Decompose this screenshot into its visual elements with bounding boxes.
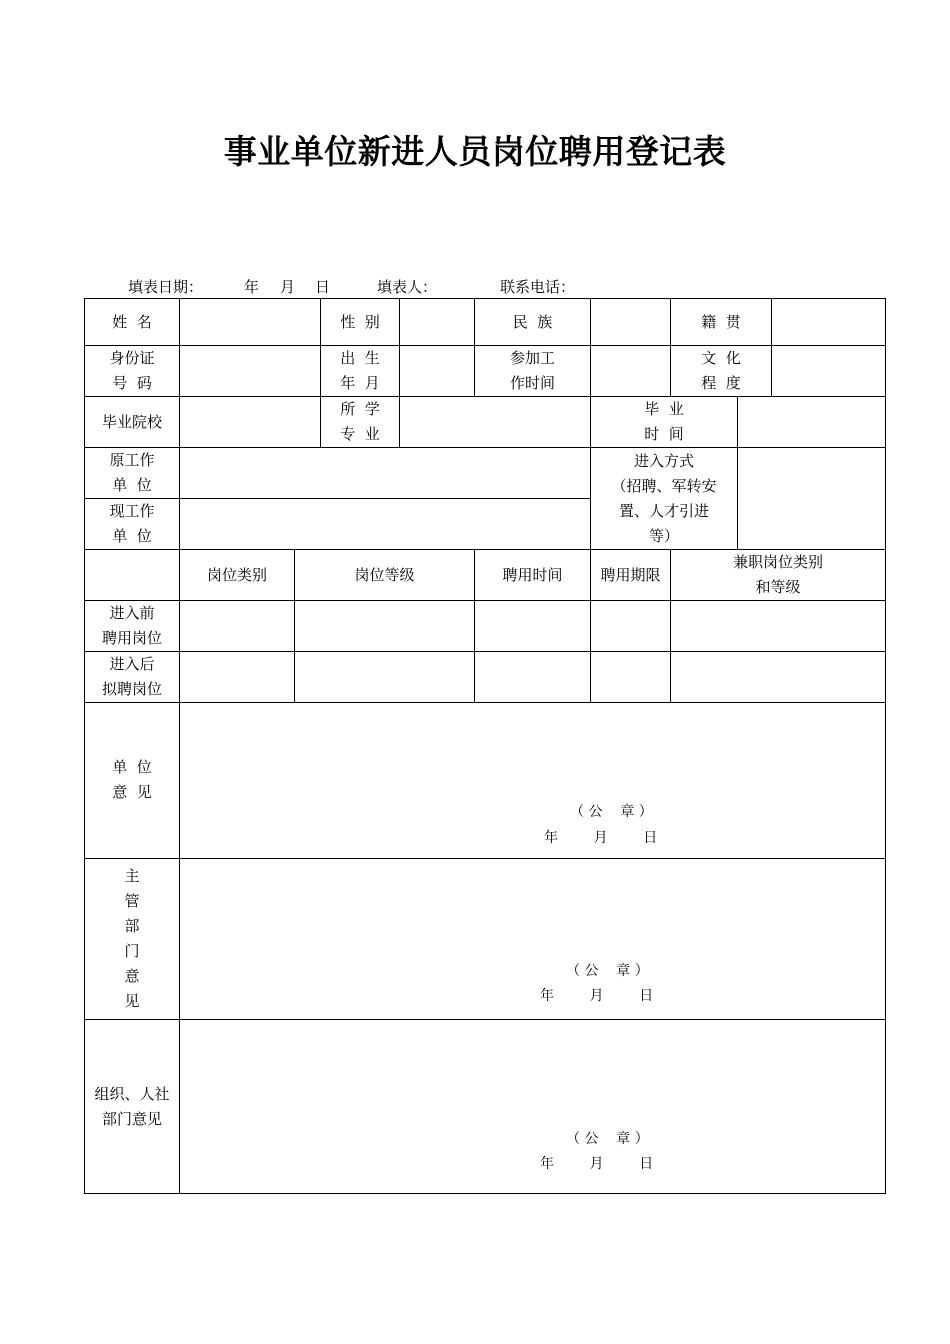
fill-date-day: 日	[315, 278, 331, 296]
before-part-time-field[interactable]	[671, 601, 886, 652]
dept-date-label: 年 月 日	[540, 988, 654, 1004]
unit-date-label: 年 月 日	[544, 830, 658, 846]
major-label: 所 学 专 业	[321, 397, 400, 448]
original-unit-field[interactable]	[180, 448, 591, 499]
work-start-label: 参加工 作时间	[475, 346, 591, 397]
work-start-field[interactable]	[591, 346, 671, 397]
form-title: 事业单位新进人员岗位聘用登记表	[223, 132, 727, 171]
gender-field[interactable]	[400, 299, 475, 346]
before-hire-term-field[interactable]	[591, 601, 671, 652]
org-opinion-label: 组织、人社 部门意见	[85, 1020, 180, 1194]
entry-method-field[interactable]	[738, 448, 886, 550]
dept-opinion-field[interactable]	[180, 859, 886, 1020]
id-number-label: 身份证 号 码	[85, 346, 180, 397]
id-number-field[interactable]	[180, 346, 321, 397]
org-opinion-field[interactable]	[180, 1020, 886, 1194]
registration-table	[84, 298, 886, 1194]
hire-time-header: 聘用时间	[475, 550, 591, 601]
fill-date-year: 年	[244, 278, 260, 296]
fill-date-month: 月	[280, 278, 296, 296]
dept-seal-label: （ 公 章 ）	[566, 963, 649, 979]
hire-term-header: 聘用期限	[591, 550, 671, 601]
after-hire-term-field[interactable]	[591, 652, 671, 703]
after-entry-post-label: 进入后 拟聘岗位	[85, 652, 180, 703]
post-header-blank	[85, 550, 180, 601]
entry-method-label: 进入方式 （招聘、军转安 置、人才引进 等）	[591, 448, 738, 550]
unit-seal-label: （ 公 章 ）	[570, 804, 653, 820]
after-hire-time-field[interactable]	[475, 652, 591, 703]
post-type-header: 岗位类别	[180, 550, 295, 601]
phone-label: 联系电话：	[500, 278, 576, 296]
ethnicity-field[interactable]	[591, 299, 671, 346]
fill-date-label: 填表日期：	[128, 278, 204, 296]
major-field[interactable]	[400, 397, 591, 448]
current-unit-label: 现工作 单 位	[85, 499, 180, 550]
before-entry-post-label: 进入前 聘用岗位	[85, 601, 180, 652]
native-place-label: 籍 贯	[671, 299, 772, 346]
original-unit-label: 原工作 单 位	[85, 448, 180, 499]
education-label: 文 化 程 度	[671, 346, 772, 397]
graduation-time-field[interactable]	[738, 397, 886, 448]
after-post-type-field[interactable]	[180, 652, 295, 703]
graduation-time-label: 毕 业 时 间	[591, 397, 738, 448]
after-part-time-field[interactable]	[671, 652, 886, 703]
part-time-post-header: 兼职岗位类别 和等级	[671, 550, 886, 601]
before-post-type-field[interactable]	[180, 601, 295, 652]
org-seal-label: （ 公 章 ）	[566, 1131, 649, 1147]
before-hire-time-field[interactable]	[475, 601, 591, 652]
unit-opinion-field[interactable]	[180, 703, 886, 859]
education-field[interactable]	[772, 346, 886, 397]
birth-date-field[interactable]	[400, 346, 475, 397]
gender-label: 性 别	[321, 299, 400, 346]
org-date-label: 年 月 日	[540, 1156, 654, 1172]
unit-opinion-label: 单 位 意 见	[85, 703, 180, 859]
school-field[interactable]	[180, 397, 321, 448]
after-post-level-field[interactable]	[295, 652, 475, 703]
post-level-header: 岗位等级	[295, 550, 475, 601]
dept-opinion-label: 主 管 部 门 意 见	[85, 859, 180, 1020]
native-place-field[interactable]	[772, 299, 886, 346]
ethnicity-label: 民 族	[475, 299, 591, 346]
name-label: 姓 名	[85, 299, 180, 346]
before-post-level-field[interactable]	[295, 601, 475, 652]
birth-date-label: 出 生 年 月	[321, 346, 400, 397]
school-label: 毕业院校	[85, 397, 180, 448]
current-unit-field[interactable]	[180, 499, 591, 550]
filler-label: 填表人：	[377, 278, 438, 296]
name-field[interactable]	[180, 299, 321, 346]
